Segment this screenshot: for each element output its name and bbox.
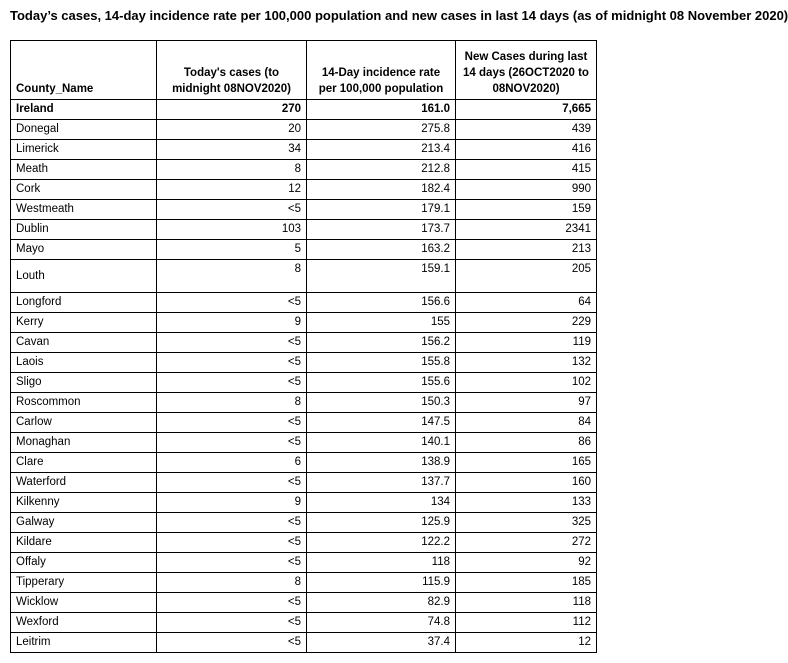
todays-cases-cell: <5 <box>157 513 307 533</box>
county-name-cell: Wicklow <box>11 593 157 613</box>
new-cases-cell: 160 <box>456 473 597 493</box>
new-cases-cell: 7,665 <box>456 100 597 120</box>
incidence-rate-cell: 212.8 <box>307 160 456 180</box>
table-row <box>11 533 597 553</box>
new-cases-cell: 92 <box>456 553 597 573</box>
table-row <box>11 613 597 633</box>
column-header-todays-cases: Today's cases (to midnight 08NOV2020) <box>157 41 307 100</box>
table-row <box>11 180 597 200</box>
new-cases-cell: 118 <box>456 593 597 613</box>
new-cases-cell: 229 <box>456 313 597 333</box>
new-cases-cell: 185 <box>456 573 597 593</box>
incidence-rate-cell: 74.8 <box>307 613 456 633</box>
incidence-rate-cell: 122.2 <box>307 533 456 553</box>
todays-cases-cell: <5 <box>157 633 307 653</box>
todays-cases-cell: <5 <box>157 473 307 493</box>
county-name-cell: Ireland <box>11 100 157 120</box>
incidence-rate-cell: 182.4 <box>307 180 456 200</box>
county-name-cell: Mayo <box>11 240 157 260</box>
todays-cases-cell: 12 <box>157 180 307 200</box>
table-row <box>11 493 597 513</box>
new-cases-cell: 84 <box>456 413 597 433</box>
county-name-cell: Offaly <box>11 553 157 573</box>
new-cases-cell: 102 <box>456 373 597 393</box>
incidence-rate-cell: 163.2 <box>307 240 456 260</box>
county-name-cell: Laois <box>11 353 157 373</box>
county-name-cell: Westmeath <box>11 200 157 220</box>
county-name-cell: Cavan <box>11 333 157 353</box>
table-row <box>11 393 597 413</box>
table-row <box>11 453 597 473</box>
incidence-rate-cell: 213.4 <box>307 140 456 160</box>
incidence-rate-cell: 173.7 <box>307 220 456 240</box>
new-cases-cell: 86 <box>456 433 597 453</box>
new-cases-cell: 439 <box>456 120 597 140</box>
county-name-cell: Cork <box>11 180 157 200</box>
todays-cases-cell: 8 <box>157 573 307 593</box>
new-cases-cell: 213 <box>456 240 597 260</box>
todays-cases-cell: 270 <box>157 100 307 120</box>
incidence-rate-cell: 82.9 <box>307 593 456 613</box>
table-row <box>11 160 597 180</box>
table-row <box>11 220 597 240</box>
new-cases-cell: 159 <box>456 200 597 220</box>
todays-cases-cell: 34 <box>157 140 307 160</box>
todays-cases-cell: <5 <box>157 593 307 613</box>
county-name-cell: Limerick <box>11 140 157 160</box>
incidence-rate-cell: 179.1 <box>307 200 456 220</box>
county-name-cell: Kilkenny <box>11 493 157 513</box>
table-row <box>11 573 597 593</box>
county-name-cell: Tipperary <box>11 573 157 593</box>
todays-cases-cell: <5 <box>157 413 307 433</box>
county-name-cell: Dublin <box>11 220 157 240</box>
new-cases-cell: 415 <box>456 160 597 180</box>
incidence-rate-cell: 275.8 <box>307 120 456 140</box>
new-cases-cell: 272 <box>456 533 597 553</box>
county-name-cell: Clare <box>11 453 157 473</box>
todays-cases-cell: <5 <box>157 293 307 313</box>
new-cases-cell: 133 <box>456 493 597 513</box>
new-cases-cell: 97 <box>456 393 597 413</box>
todays-cases-cell: 6 <box>157 453 307 473</box>
table-row <box>11 513 597 533</box>
table-row-total <box>11 100 597 120</box>
table-row <box>11 373 597 393</box>
new-cases-cell: 325 <box>456 513 597 533</box>
table-row <box>11 200 597 220</box>
incidence-rate-cell: 115.9 <box>307 573 456 593</box>
county-name-cell: Galway <box>11 513 157 533</box>
county-name-cell: Wexford <box>11 613 157 633</box>
new-cases-cell: 165 <box>456 453 597 473</box>
table-row <box>11 333 597 353</box>
new-cases-cell: 2341 <box>456 220 597 240</box>
table-body <box>11 100 597 653</box>
column-header-new-cases-14-days: New Cases during last 14 days (26OCT2020 to 08NOV2020) <box>456 41 597 100</box>
todays-cases-cell: <5 <box>157 333 307 353</box>
table-row <box>11 413 597 433</box>
table-row <box>11 140 597 160</box>
todays-cases-cell: 5 <box>157 240 307 260</box>
incidence-rate-cell: 125.9 <box>307 513 456 533</box>
new-cases-cell: 205 <box>456 260 597 293</box>
table-row <box>11 433 597 453</box>
todays-cases-cell: 103 <box>157 220 307 240</box>
table-row <box>11 260 597 293</box>
county-name-cell: Meath <box>11 160 157 180</box>
todays-cases-cell: <5 <box>157 533 307 553</box>
table-row <box>11 353 597 373</box>
incidence-rate-cell: 159.1 <box>307 260 456 293</box>
todays-cases-cell: 8 <box>157 260 307 293</box>
table-header-row <box>11 41 597 100</box>
todays-cases-cell: <5 <box>157 433 307 453</box>
county-name-cell: Monaghan <box>11 433 157 453</box>
todays-cases-cell: <5 <box>157 553 307 573</box>
county-cases-table <box>10 40 597 653</box>
todays-cases-cell: 8 <box>157 393 307 413</box>
todays-cases-cell: <5 <box>157 353 307 373</box>
county-name-cell: Louth <box>11 260 157 293</box>
new-cases-cell: 12 <box>456 633 597 653</box>
incidence-rate-cell: 147.5 <box>307 413 456 433</box>
table-row <box>11 593 597 613</box>
incidence-rate-cell: 140.1 <box>307 433 456 453</box>
new-cases-cell: 119 <box>456 333 597 353</box>
todays-cases-cell: 8 <box>157 160 307 180</box>
column-header-incidence-rate: 14-Day incidence rate per 100,000 population <box>307 41 456 100</box>
county-name-cell: Longford <box>11 293 157 313</box>
new-cases-cell: 990 <box>456 180 597 200</box>
table-row <box>11 120 597 140</box>
incidence-rate-cell: 155.6 <box>307 373 456 393</box>
incidence-rate-cell: 150.3 <box>307 393 456 413</box>
todays-cases-cell: <5 <box>157 613 307 633</box>
todays-cases-cell: <5 <box>157 200 307 220</box>
new-cases-cell: 64 <box>456 293 597 313</box>
incidence-rate-cell: 134 <box>307 493 456 513</box>
table-row <box>11 633 597 653</box>
incidence-rate-cell: 156.2 <box>307 333 456 353</box>
incidence-rate-cell: 37.4 <box>307 633 456 653</box>
table-row <box>11 313 597 333</box>
incidence-rate-cell: 118 <box>307 553 456 573</box>
table-row <box>11 473 597 493</box>
todays-cases-cell: 20 <box>157 120 307 140</box>
todays-cases-cell: 9 <box>157 493 307 513</box>
county-name-cell: Kildare <box>11 533 157 553</box>
page-title: Today’s cases, 14-day incidence rate per 100,000 population and new cases in last 14 days (as of midnight 08 November 2020) <box>10 8 788 23</box>
new-cases-cell: 132 <box>456 353 597 373</box>
county-name-cell: Sligo <box>11 373 157 393</box>
new-cases-cell: 416 <box>456 140 597 160</box>
todays-cases-cell: <5 <box>157 373 307 393</box>
new-cases-cell: 112 <box>456 613 597 633</box>
county-name-cell: Waterford <box>11 473 157 493</box>
incidence-rate-cell: 155.8 <box>307 353 456 373</box>
table-row <box>11 553 597 573</box>
column-header-county-name: County_Name <box>11 41 157 100</box>
county-name-cell: Donegal <box>11 120 157 140</box>
county-name-cell: Roscommon <box>11 393 157 413</box>
table-row <box>11 240 597 260</box>
county-name-cell: Leitrim <box>11 633 157 653</box>
table-row <box>11 293 597 313</box>
incidence-rate-cell: 155 <box>307 313 456 333</box>
incidence-rate-cell: 138.9 <box>307 453 456 473</box>
incidence-rate-cell: 161.0 <box>307 100 456 120</box>
county-name-cell: Kerry <box>11 313 157 333</box>
incidence-rate-cell: 137.7 <box>307 473 456 493</box>
county-name-cell: Carlow <box>11 413 157 433</box>
todays-cases-cell: 9 <box>157 313 307 333</box>
incidence-rate-cell: 156.6 <box>307 293 456 313</box>
